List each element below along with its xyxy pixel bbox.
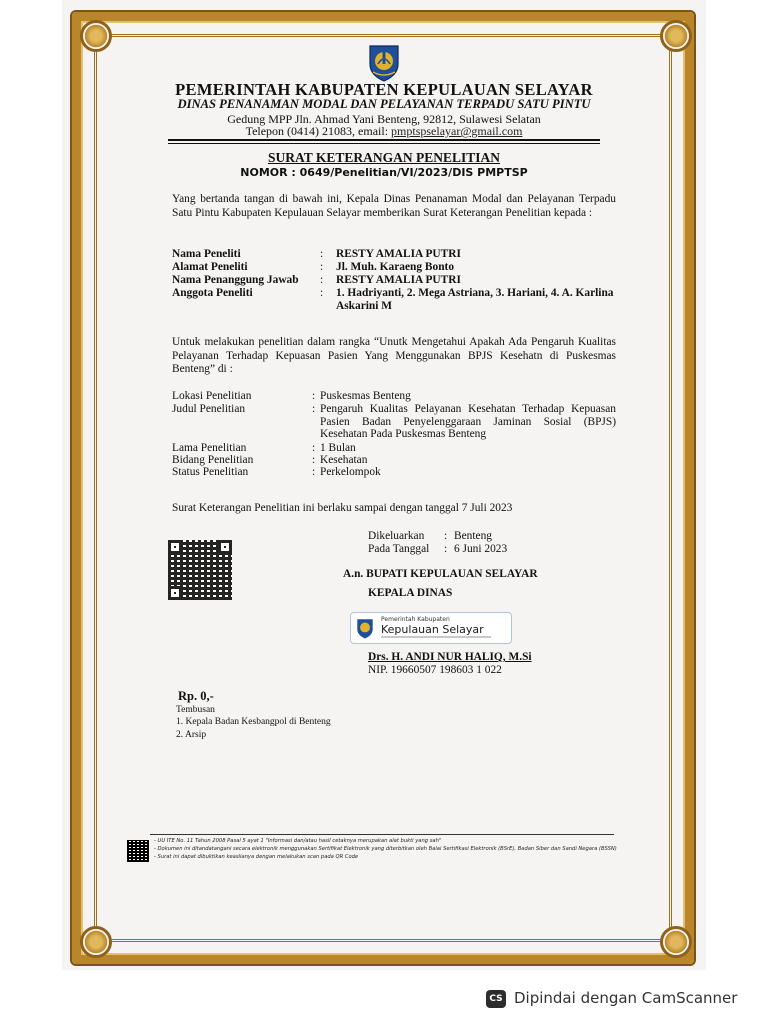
duration-value: 1 Bulan: [320, 442, 356, 454]
signer-name: Drs. H. ANDI NUR HALIQ, M.Si: [368, 651, 532, 663]
issued-value: Benteng: [454, 530, 492, 542]
members-label: Anggota Peneliti: [172, 287, 253, 299]
field-value: Kesehatan: [320, 454, 368, 466]
field-label: Bidang Penelitian: [172, 454, 254, 466]
location-label: Lokasi Penelitian: [172, 390, 252, 402]
seal-line2: Kepulauan Selayar: [381, 623, 484, 636]
colon: :: [312, 403, 316, 415]
regency-emblem-icon: [354, 616, 376, 640]
electronic-signature-seal: [350, 612, 512, 644]
colon: :: [312, 466, 316, 478]
researcher-address-label: Alamat Peneliti: [172, 261, 248, 273]
cc-item: 2. Arsip: [176, 730, 207, 740]
colon: :: [312, 442, 316, 454]
colon: :: [312, 390, 316, 402]
fee: Rp. 0,-: [178, 689, 214, 703]
title-label: Judul Penelitian: [172, 403, 246, 415]
document-title: SURAT KETERANGAN PENELITIAN: [267, 150, 501, 165]
frame-corner-ornament: [80, 20, 112, 52]
colon: :: [320, 274, 324, 286]
footer-divider: [150, 834, 614, 835]
purpose-paragraph: Untuk melakukan penelitian dalam rangka “Unutk Mengetahui Apakah Ada Pengaruh Kualitas Pelayanan Terhadap Kepuasan Pasien Yang Menggunakan BPJS Kesehatn di Puskesmas Benteng” di :: [172, 336, 616, 375]
on-behalf-of: A.n. BUPATI KEPULAUAN SELAYAR: [343, 568, 538, 580]
agency-address: Gedung MPP Jln. Ahmad Yani Benteng, 92812, Sulawesi Selatan: [227, 112, 541, 126]
duration-label: Lama Penelitian: [172, 442, 247, 454]
footer-note: - UU ITE No. 11 Tahun 2008 Pasal 5 ayat 1 "Informasi dan/atau hasil cetaknya merupakan alat bukti yang sah": [154, 838, 442, 844]
responsible-value: RESTY AMALIA PUTRI: [336, 274, 461, 286]
colon: :: [444, 543, 448, 555]
signer-nip: NIP. 19660507 198603 1 022: [368, 664, 502, 676]
cc-item: 1. Kepala Badan Kesbangpol di Benteng: [176, 717, 331, 727]
location-value: Puskesmas Benteng: [320, 390, 411, 402]
email-link[interactable]: pmptspselayar@gmail.com: [391, 124, 523, 138]
camscanner-text: Dipindai dengan CamScanner: [514, 989, 738, 1007]
agency-name: DINAS PENANAMAN MODAL DAN PELAYANAN TERPADU SATU PINTU: [177, 97, 591, 111]
header-divider-thin: [168, 143, 600, 144]
footer-qr-code: [127, 840, 149, 862]
regency-emblem-logo: [364, 42, 404, 82]
researcher-address-value: Jl. Muh. Karaeng Bonto: [336, 261, 455, 273]
frame-corner-ornament: [660, 20, 692, 52]
colon: :: [444, 530, 448, 542]
cc-label: Tembusan: [176, 705, 215, 715]
colon: :: [320, 287, 324, 299]
header-divider: [168, 139, 600, 141]
date-label: Pada Tanggal: [368, 543, 430, 555]
date-value: 6 Juni 2023: [454, 543, 508, 555]
members-value-line1: 1. Hadriyanti, 2. Mega Astriana, 3. Hariani, 4. A. Karlina: [336, 287, 614, 299]
camscanner-icon: CS: [486, 990, 506, 1008]
telephone-text: Telepon (0414) 21083, email:: [245, 124, 392, 138]
verification-qr-code: [168, 540, 232, 600]
status-value: Perkelompok: [320, 466, 381, 478]
signer-position: KEPALA DINAS: [368, 587, 453, 599]
researcher-name-label: Nama Peneliti: [172, 248, 241, 260]
responsible-label: Nama Penanggung Jawab: [172, 274, 299, 286]
frame-corner-ornament: [80, 926, 112, 958]
intro-paragraph: Yang bertanda tangan di bawah ini, Kepala Dinas Penanaman Modal dan Pelayanan Terpadu Satu Pintu Kabupaten Kepulauan Selayar memberikan Surat Keterangan Penelitian kepada :: [172, 193, 616, 219]
document-number: NOMOR : 0649/Penelitian/VI/2023/DIS PMPTSP: [240, 166, 528, 179]
members-value-line2: Askarini M: [336, 300, 393, 312]
colon: :: [312, 454, 316, 466]
issued-label: Dikeluarkan: [368, 530, 425, 542]
frame-corner-ornament: [660, 926, 692, 958]
title-value: Pengaruh Kualitas Pelayanan Kesehatan Terhadap Kepuasan Pasien Badan Penyelenggaraan Jaminan Sosial (BPJS) Kesehatan Pada Puskesmas Benteng: [320, 403, 616, 440]
seal-underline: [381, 636, 491, 638]
footer-note: - Dokumen ini ditandatangani secara elektronik menggunakan Sertifikat Elektronik yang diterbitkan oleh Balai Sertifikasi Elektronik (BSrE), Badan Siber dan Sandi Negara (BSSN): [154, 846, 617, 852]
government-title: PEMERINTAH KABUPATEN KEPULAUAN SELAYAR: [175, 80, 593, 99]
researcher-name-value: RESTY AMALIA PUTRI: [336, 248, 461, 260]
validity-statement: Surat Keterangan Penelitian ini berlaku sampai dengan tanggal 7 Juli 2023: [172, 502, 513, 514]
colon: :: [320, 248, 324, 260]
footer-note: - Surat ini dapat dibuktikan keaslianya dengan melakukan scan pada QR Code: [154, 854, 359, 860]
agency-contact: [120, 124, 648, 139]
colon: :: [320, 261, 324, 273]
status-label: Status Penelitian: [172, 466, 249, 478]
seal-line1: Pemerintah Kabupaten: [381, 616, 450, 623]
